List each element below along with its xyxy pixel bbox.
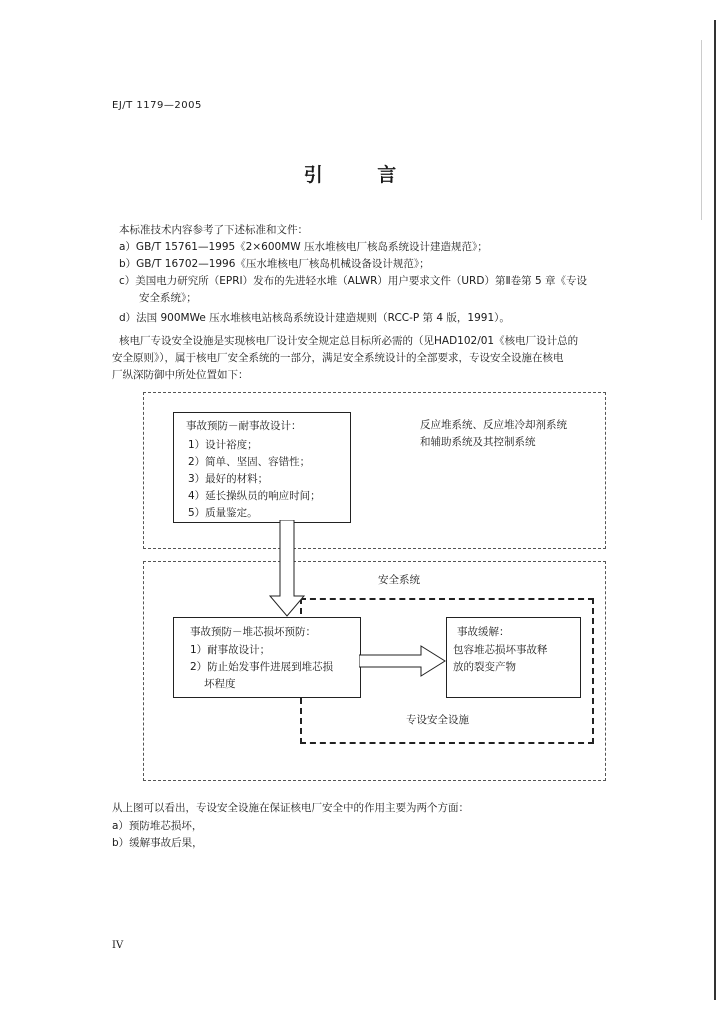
conclusion-item: a）预防堆芯损坏， — [112, 820, 203, 832]
core-damage-prevention-box — [173, 617, 361, 698]
conclusion-item: b）缓解事故后果， — [112, 837, 203, 849]
box-item: 包容堆芯损坏事故释 — [453, 644, 548, 656]
reference-item: a）GB/T 15761—1995《2×600MW 压水堆核电厂核岛系统设计建造规范》； — [119, 241, 488, 253]
box-item: 4）延长操纵员的响应时间； — [188, 490, 321, 502]
reference-item: b）GB/T 16702—1996《压水堆核电厂核岛机械设备设计规范》； — [119, 258, 430, 270]
conclusion-lead: 从上图可以看出，专设安全设施在保证核电厂安全中的作用主要为两个方面： — [112, 802, 469, 814]
box-item: 2）防止始发事件进展到堆芯损 — [190, 661, 334, 673]
esf-paragraph-line: 核电厂专设安全设施是实现核电厂设计安全规定总目标所必需的（见HAD102/01《核电厂设计总的 — [119, 335, 579, 347]
reference-item: d）法国 900MWe 压水堆核电站核岛系统设计建造规则（RCC-P 第 4 版，1991）。 — [119, 312, 510, 324]
standard-code: EJ/T 1179—2005 — [112, 100, 202, 111]
page-title: 引 言 — [303, 164, 421, 186]
reference-list — [119, 239, 659, 329]
box-title: 事故缓解： — [457, 626, 510, 638]
accident-prevention-design-box — [173, 412, 351, 523]
page-edge-shadow-light — [701, 40, 702, 220]
box-item: 2）简单、坚固、容错性； — [188, 456, 311, 468]
accident-mitigation-box — [446, 617, 581, 698]
box-item: 1）耐事故设计； — [190, 644, 271, 656]
box-title: 事故预防－耐事故设计： — [186, 420, 302, 432]
box-item: 3）最好的材料； — [188, 473, 269, 485]
reference-item: c）美国电力研究所（EPRI）发布的先进轻水堆（ALWR）用户要求文件（URD）第Ⅱ卷第 5 章《专设 — [119, 275, 587, 287]
box-item: 1）设计裕度； — [188, 439, 258, 451]
box-item: 坏程度 — [204, 678, 236, 690]
right-arrow-icon — [359, 644, 447, 678]
reactor-systems-label: 和辅助系统及其控制系统 — [420, 436, 536, 448]
box-item: 5）质量鉴定。 — [188, 507, 258, 519]
esf-label: 专设安全设施 — [406, 714, 469, 726]
reactor-systems-label: 反应堆系统、反应堆冷却剂系统 — [420, 419, 567, 431]
intro-lead: 本标准技术内容参考了下述标准和文件： — [119, 224, 308, 236]
esf-paragraph-line: 厂纵深防御中所处位置如下： — [112, 369, 249, 381]
down-arrow-icon — [268, 520, 308, 620]
safety-system-label: 安全系统 — [378, 574, 420, 586]
page-number: IV — [112, 940, 124, 951]
box-item: 放的裂变产物 — [453, 661, 516, 673]
reference-item: 安全系统》； — [139, 292, 197, 304]
esf-paragraph-line: 安全原则》），属于核电厂安全系统的一部分，满足安全系统设计的全部要求，专设安全设施在核电 — [112, 352, 564, 364]
box-title: 事故预防－堆芯损坏预防： — [190, 626, 316, 638]
